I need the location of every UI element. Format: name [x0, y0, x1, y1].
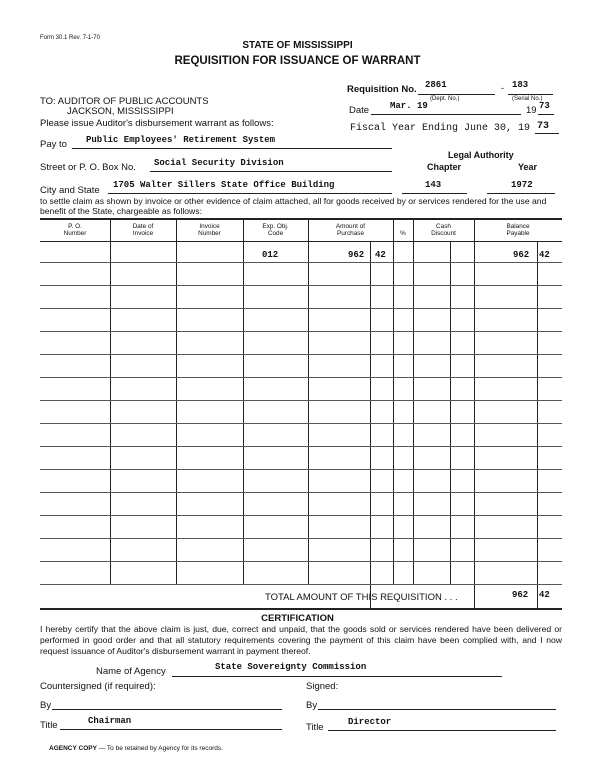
- street-value: Social Security Division: [154, 158, 284, 168]
- date-label: Date: [349, 105, 370, 116]
- total-label: TOTAL AMOUNT OF THIS REQUISITION . . .: [265, 592, 458, 603]
- col-header-cash-discount: Cash Discount: [431, 223, 456, 237]
- cell-amount-cents: 42: [375, 250, 386, 260]
- col-header-percent: %: [400, 230, 406, 237]
- agency-value: State Sovereignty Commission: [215, 662, 367, 672]
- col-header-balance: Balance Payable: [506, 223, 530, 237]
- total-cents: 42: [539, 590, 550, 600]
- year-line: [487, 193, 555, 194]
- agency-line: [172, 676, 502, 677]
- col-header-invoice-number: Invoice Number: [198, 223, 221, 237]
- title-value-right: Director: [348, 717, 392, 727]
- settle-claim-text: to settle claim as shown by invoice or other evidence of claim attached, all for goods received by or services rendered for the use and benefit of the State, chargeable as follows:: [40, 196, 547, 216]
- pay-to-value: Public Employees' Retirement System: [86, 135, 276, 145]
- dept-no-value: 2861: [425, 80, 447, 90]
- date-year-line: [538, 114, 554, 115]
- city-value: 1705 Walter Sillers State Office Building: [113, 180, 335, 190]
- col-header-date-of-invoice: Date of Invoice: [132, 223, 154, 237]
- form-number: Form 30.1 Rev. 7-1-70: [40, 35, 100, 41]
- fiscal-year-line: [535, 133, 559, 134]
- pay-to-label: Pay to: [40, 139, 67, 150]
- by-signature-line-right: [318, 709, 556, 710]
- total-dollars: 962: [512, 590, 529, 600]
- fiscal-year-value: 73: [537, 121, 550, 132]
- chapter-label: Chapter: [427, 162, 462, 172]
- footer-copy-label: AGENCY COPY: [49, 745, 97, 752]
- title-line-right: [328, 730, 556, 731]
- dept-no-line: [418, 94, 495, 95]
- title-value-left: Chairman: [88, 716, 132, 726]
- chapter-line: [402, 193, 467, 194]
- city-line: [108, 193, 392, 194]
- city-label: City and State: [40, 185, 100, 196]
- state-heading: STATE OF MISSISSIPPI: [242, 40, 353, 51]
- dept-no-caption: (Dept. No.): [430, 96, 460, 102]
- col-header-po-number: P. O. Number: [63, 223, 87, 237]
- date-year-value: 73: [539, 101, 550, 111]
- year-label: Year: [518, 162, 538, 172]
- cell-amount-dollars: 962: [348, 250, 365, 260]
- addressee-city: JACKSON, MISSISSIPPI: [67, 106, 174, 117]
- title-label-left: Title: [40, 720, 58, 731]
- footer-copy-text: — To be retained by Agency for its records.: [98, 745, 223, 752]
- title-label-right: Title: [306, 722, 324, 733]
- by-signature-line-left: [52, 709, 282, 710]
- chapter-value: 143: [425, 180, 442, 190]
- form-title: REQUISITION FOR ISSUANCE OF WARRANT: [174, 55, 421, 67]
- by-label-left: By: [40, 700, 52, 711]
- certification-heading: CERTIFICATION: [261, 613, 334, 624]
- title-line-left: [60, 729, 282, 730]
- requisition-label: Requisition No.: [347, 84, 417, 95]
- date-year-prefix: 19: [526, 105, 537, 116]
- signed-label: Signed:: [306, 681, 339, 692]
- cell-balance-dollars: 962: [513, 250, 530, 260]
- col-header-amount: Amount of Purchase: [335, 223, 366, 237]
- cell-exp-obj-code: 012: [262, 250, 279, 260]
- serial-no-value: 183: [512, 80, 529, 90]
- serial-no-line: [508, 94, 553, 95]
- fiscal-year-label: Fiscal Year Ending June 30, 19: [350, 123, 531, 134]
- pay-to-line: [72, 148, 392, 149]
- certification-body: I hereby certify that the above claim is just, due, correct and unpaid, that the goods sold or services rendered have been delivered or performed in good order and that all statutory requirements covering the payment of this claim have been complied with, and I now request issuance of Auditor's disbursement warrant in payment thereof.: [40, 624, 562, 656]
- countersigned-label: Countersigned (if required):: [40, 681, 156, 692]
- legal-authority-label: Legal Authority: [448, 150, 514, 160]
- col-header-exp-obj-code: Exp. Obj. Code: [262, 223, 289, 237]
- street-label: Street or P. O. Box No.: [40, 162, 136, 173]
- date-line: [371, 114, 521, 115]
- issue-instruction: Please issue Auditor's disbursement warrant as follows:: [40, 118, 274, 129]
- serial-no-caption: (Serial No.): [512, 96, 543, 102]
- agency-label: Name of Agency: [96, 666, 166, 677]
- requisition-dash: -: [501, 83, 504, 93]
- addressee-to: TO: AUDITOR OF PUBLIC ACCOUNTS: [40, 96, 209, 107]
- cell-balance-cents: 42: [539, 250, 550, 260]
- by-label-right: By: [306, 700, 318, 711]
- year-value: 1972: [511, 180, 533, 190]
- date-value: Mar. 19: [390, 101, 428, 111]
- street-line: [150, 171, 392, 172]
- footer-copy-note: [49, 745, 223, 752]
